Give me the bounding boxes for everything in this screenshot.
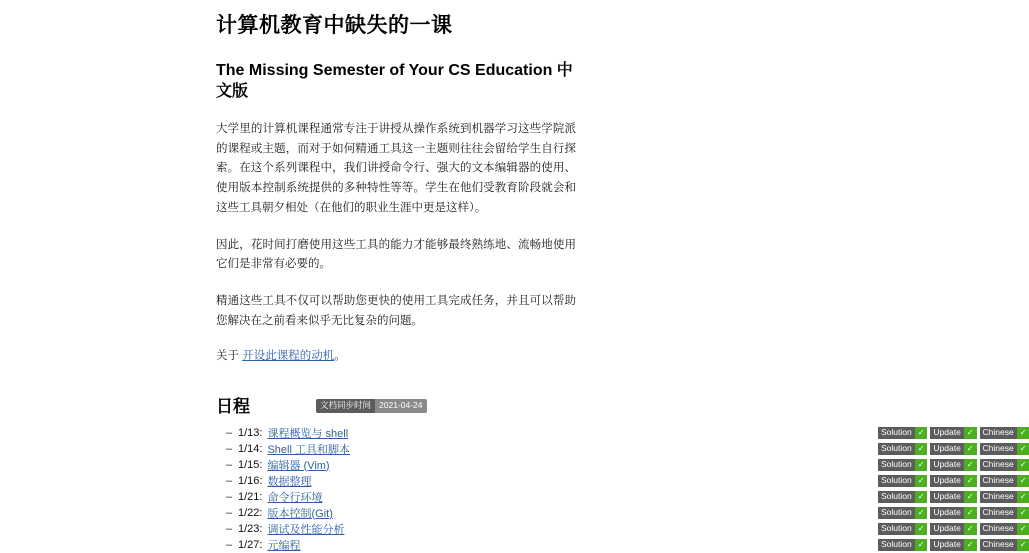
lecture-link[interactable]: 元编程 [267, 539, 301, 552]
tag-update[interactable] [930, 491, 976, 503]
tag-solution[interactable] [878, 427, 927, 439]
tag-solution[interactable] [878, 507, 927, 519]
tag-update-label: Update [930, 507, 963, 519]
intro-paragraph-1: 大学里的计算机课程通常专注于讲授从操作系统到机器学习这些学院派的课程或主题，而对于如何精通工具这一主题则往往会留给学生自行探索。在这个系列课程中，我们讲授命令行、强大的文本编辑器的使用、使用版本控制系统提供的多种特性等等。学生在他们受教育阶段就会和这些工具朝夕相处（在他们的职业生涯中更是这样）。 [216, 122, 576, 214]
lecture-date: 1/21: [238, 490, 263, 503]
bullet-dash: – [226, 442, 233, 455]
check-icon: ✓ [915, 539, 928, 551]
bullet-dash: – [226, 458, 233, 471]
check-icon: ✓ [915, 507, 928, 519]
lecture-link[interactable]: 命令行环境 [267, 491, 323, 504]
check-icon: ✓ [964, 475, 977, 487]
tag-chinese[interactable] [980, 427, 1029, 439]
check-icon: ✓ [1017, 427, 1029, 439]
tag-update-label: Update [930, 475, 963, 487]
lecture-tags [878, 443, 1029, 455]
lecture-tags [878, 475, 1029, 487]
lecture-link[interactable]: 课程概览与 shell [267, 427, 349, 440]
lecture-tags [878, 491, 1029, 503]
lecture-link[interactable]: 版本控制(Git) [267, 507, 333, 520]
lecture-tags [878, 539, 1029, 551]
tag-solution[interactable] [878, 443, 927, 455]
tag-chinese-label: Chinese [980, 507, 1017, 519]
lecture-tags [878, 459, 1029, 471]
check-icon: ✓ [915, 475, 928, 487]
tag-chinese[interactable] [980, 443, 1029, 455]
motivation-line [216, 347, 576, 367]
lecture-date: 1/13: [238, 426, 263, 439]
check-icon: ✓ [1017, 491, 1029, 503]
tag-solution-label: Solution [878, 427, 915, 439]
check-icon: ✓ [1017, 459, 1029, 471]
intro-paragraph-3: 精通这些工具不仅可以帮助您更快的使用工具完成任务，并且可以帮助您解决在之前看来似乎无比复杂的问题。 [216, 295, 576, 328]
tag-chinese[interactable] [980, 459, 1029, 471]
bullet-dash: – [226, 490, 233, 503]
doc-sync-badge [316, 399, 427, 412]
tag-chinese-label: Chinese [980, 459, 1017, 471]
bullet-dash: – [226, 522, 233, 535]
tag-update-label: Update [930, 427, 963, 439]
lecture-link[interactable]: 编辑器 (Vim) [267, 459, 330, 472]
tag-chinese-label: Chinese [980, 491, 1017, 503]
list-item [216, 473, 1027, 489]
intro-paragraph-2: 因此，花时间打磨使用这些工具的能力才能够最终熟练地、流畅地使用它们是非常有必要的。 [216, 238, 576, 271]
tag-update-label: Update [930, 523, 963, 535]
left-margin [0, 0, 216, 420]
list-item [216, 425, 1027, 441]
check-icon: ✓ [964, 443, 977, 455]
check-icon: ✓ [964, 507, 977, 519]
check-icon: ✓ [964, 523, 977, 535]
tag-solution[interactable] [878, 523, 927, 535]
tag-update-label: Update [930, 491, 963, 503]
lecture-tags [878, 523, 1029, 535]
bullet-dash: – [226, 538, 233, 551]
motivation-suffix: 。 [334, 349, 346, 362]
list-item [216, 521, 1027, 537]
tag-update-label: Update [930, 539, 963, 551]
tag-update[interactable] [930, 523, 976, 535]
tag-solution-label: Solution [878, 507, 915, 519]
tag-solution[interactable] [878, 459, 927, 471]
tag-solution[interactable] [878, 491, 927, 503]
tag-solution-label: Solution [878, 491, 915, 503]
tag-solution-label: Solution [878, 523, 915, 535]
check-icon: ✓ [964, 427, 977, 439]
tag-update[interactable] [930, 475, 976, 487]
check-icon: ✓ [964, 491, 977, 503]
tag-chinese[interactable] [980, 491, 1029, 503]
tag-update-label: Update [930, 459, 963, 471]
lecture-date: 1/22: [238, 506, 263, 519]
tag-chinese-label: Chinese [980, 475, 1017, 487]
lecture-date: 1/14: [238, 442, 263, 455]
right-margin [576, 0, 800, 420]
check-icon: ✓ [964, 459, 977, 471]
check-icon: ✓ [915, 523, 928, 535]
lecture-link[interactable]: 调试及性能分析 [267, 523, 345, 536]
bullet-dash: – [226, 474, 233, 487]
tag-chinese[interactable] [980, 523, 1029, 535]
check-icon: ✓ [915, 427, 928, 439]
tag-chinese-label: Chinese [980, 427, 1017, 439]
tag-update[interactable] [930, 507, 976, 519]
schedule-heading: 日程 [216, 396, 250, 416]
motivation-link[interactable]: 开设此课程的动机 [242, 349, 335, 362]
check-icon: ✓ [915, 491, 928, 503]
schedule-list [216, 425, 1027, 553]
check-icon: ✓ [1017, 539, 1029, 551]
tag-chinese-label: Chinese [980, 539, 1017, 551]
tag-solution-label: Solution [878, 459, 915, 471]
schedule-header [216, 389, 576, 415]
list-item [216, 505, 1027, 521]
lecture-link[interactable]: 数据整理 [267, 475, 312, 488]
page-title: 计算机教育中缺失的一课 [216, 14, 453, 37]
tag-chinese[interactable] [980, 507, 1029, 519]
check-icon: ✓ [1017, 507, 1029, 519]
check-icon: ✓ [915, 443, 928, 455]
document-content [216, 0, 1027, 553]
page-subtitle: The Missing Semester of Your CS Education 中文版 [216, 62, 573, 101]
tag-chinese-label: Chinese [980, 443, 1017, 455]
list-item [216, 489, 1027, 505]
tag-update[interactable] [930, 427, 976, 439]
lecture-date: 1/23: [238, 522, 263, 535]
bullet-dash: – [226, 506, 233, 519]
tag-update[interactable] [930, 443, 976, 455]
tag-update[interactable] [930, 459, 976, 471]
check-icon: ✓ [964, 539, 977, 551]
tag-update[interactable] [930, 539, 976, 551]
tag-solution[interactable] [878, 539, 927, 551]
tag-solution-label: Solution [878, 475, 915, 487]
tag-update-label: Update [930, 443, 963, 455]
tag-solution[interactable] [878, 475, 927, 487]
lecture-date: 1/16: [238, 474, 263, 487]
lecture-tags [878, 427, 1029, 439]
bullet-dash: – [226, 426, 233, 439]
doc-sync-value: 2021-04-24 [375, 399, 426, 412]
check-icon: ✓ [1017, 443, 1029, 455]
list-item [216, 457, 1027, 473]
lecture-tags [878, 507, 1029, 519]
doc-sync-label: 文档同步时间 [316, 399, 375, 412]
list-item [216, 441, 1027, 457]
tag-chinese-label: Chinese [980, 523, 1017, 535]
check-icon: ✓ [915, 459, 928, 471]
tag-chinese[interactable] [980, 539, 1029, 551]
lecture-date: 1/15: [238, 458, 263, 471]
list-item [216, 537, 1027, 553]
tag-chinese[interactable] [980, 475, 1029, 487]
tag-solution-label: Solution [878, 539, 915, 551]
motivation-prefix: 关于 [216, 349, 243, 362]
check-icon: ✓ [1017, 523, 1029, 535]
lecture-date: 1/27: [238, 538, 263, 551]
tag-solution-label: Solution [878, 443, 915, 455]
check-icon: ✓ [1017, 475, 1029, 487]
lecture-link[interactable]: Shell 工具和脚本 [267, 443, 350, 456]
